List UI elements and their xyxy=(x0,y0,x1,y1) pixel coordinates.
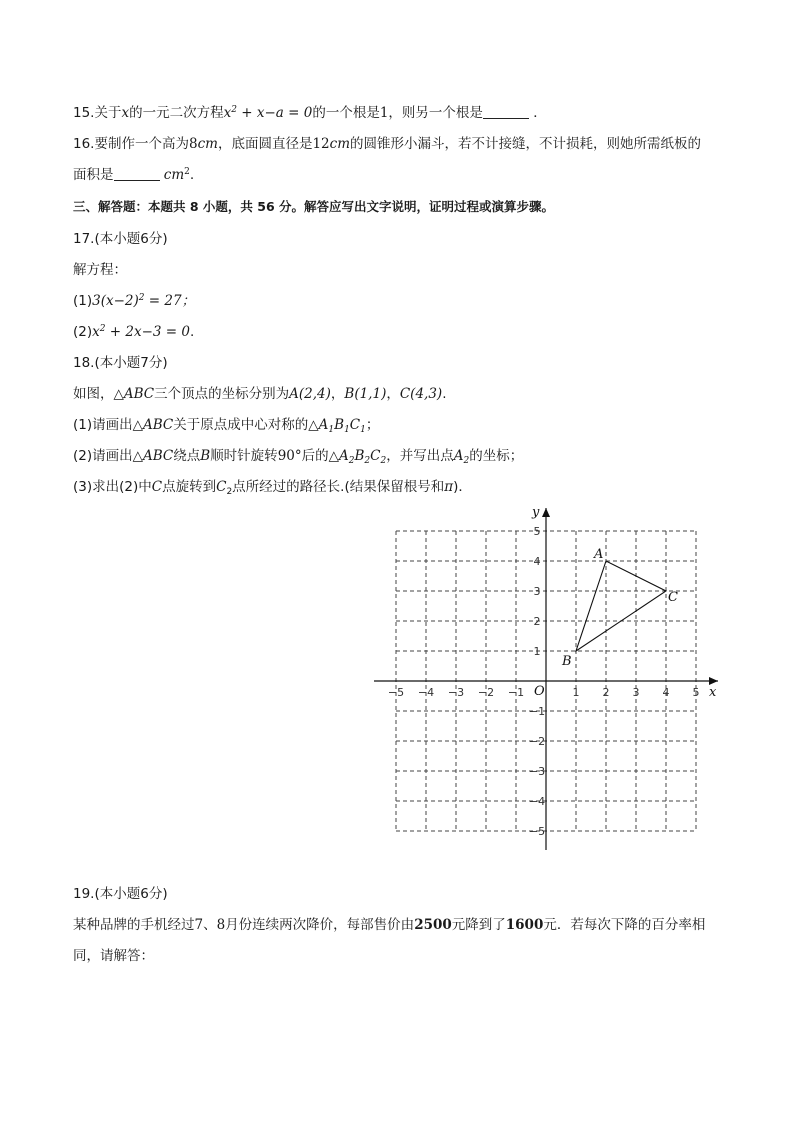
x-tick-label: 5 xyxy=(692,686,700,699)
x-tick-label: 4 xyxy=(662,686,670,699)
x-tick-label: 2 xyxy=(602,686,610,699)
y-tick-label: −2 xyxy=(528,735,546,748)
x-tick-label: −2 xyxy=(477,686,495,699)
origin-label: O xyxy=(534,684,545,699)
y-tick-label: −1 xyxy=(528,705,546,718)
x-tick-label: 1 xyxy=(572,686,580,699)
y-tick-label: 5 xyxy=(533,525,541,538)
y-tick-label: 2 xyxy=(533,615,541,628)
y-tick-label: 1 xyxy=(533,645,541,658)
question-18-part3: (3)求出(2)中C点旋转到$C_2$点所经过的路径长.(结果保留根号和π)． xyxy=(73,479,472,497)
y-tick-label: −4 xyxy=(528,795,546,808)
vertex-label-c: C xyxy=(668,590,678,605)
q16-answer-blank[interactable] xyxy=(114,167,160,181)
x-axis-arrow xyxy=(709,677,718,685)
coordinate-grid-figure xyxy=(368,500,728,855)
q15-answer-blank[interactable] xyxy=(483,105,529,119)
axis-labels xyxy=(531,505,717,700)
question-17-header: 17.(本小题6分) xyxy=(73,231,168,247)
x-tick-label: −4 xyxy=(417,686,435,699)
q15-number: 15. xyxy=(73,105,95,121)
x-tick-label: −1 xyxy=(507,686,525,699)
question-16-line2: 面积是 $cm^2$. xyxy=(73,167,195,183)
y-tick-label: 3 xyxy=(533,585,541,598)
triangle-edges xyxy=(576,561,666,651)
vertex-label-b: B xyxy=(562,654,572,669)
x-tick-label: 3 xyxy=(632,686,640,699)
question-19-body-line2: 同，请解答： xyxy=(73,948,154,964)
y-tick-label: 4 xyxy=(533,555,541,568)
question-15: 15.关于x的一元二次方程$x^2 + x-a = 0$的一个根是1，则另一个根是 ． xyxy=(73,105,547,121)
question-17-intro: 解方程： xyxy=(73,262,127,278)
q16-number: 16. xyxy=(73,136,95,152)
y-axis-arrow xyxy=(542,508,550,517)
x-tick-label: −5 xyxy=(387,686,405,699)
x-axis-label: x xyxy=(709,685,717,700)
x-tick-label: −3 xyxy=(447,686,465,699)
y-tick-label: −3 xyxy=(528,765,546,778)
question-17-part2: $(2)x^2 + 2x-3 = 0$. xyxy=(73,324,195,340)
y-tick-label: −5 xyxy=(528,825,546,838)
vertex-label-a: A xyxy=(594,547,604,562)
question-18-part1: (1)请画出△ABC关于原点成中心对称的$\triangle A_1B_1C_1$； xyxy=(73,417,380,435)
question-18-header: 18.(本小题7分) xyxy=(73,355,168,371)
q15-equation: $x^2 + x-a = 0$ xyxy=(223,105,313,121)
question-19-header: 19.(本小题6分) xyxy=(73,886,168,902)
question-18-part2: (2)请画出△ABC绕点B顺时针旋转90°后的$\triangle A_2B_2C_2$，并写出点$A_2$的坐标； xyxy=(73,448,524,466)
question-17-part1: $(1)3(x-2)^2 = 27$； xyxy=(73,293,196,309)
section-3-heading: 三、解答题：本题共 8 小题，共 56 分。解答应写出文字说明，证明过程或演算步骤。 xyxy=(73,199,555,214)
question-19-body: 某种品牌的手机经过7、8月份连续两次降价，每部售价由2500元降到了1600元．若每次下降的百分率相 xyxy=(73,917,706,933)
question-18-intro: 如图，△ABC三个顶点的坐标分别为A(2,4)，B(1,1)，C(4,3). xyxy=(73,386,447,402)
question-16: 16.要制作一个高为8cm，底面圆直径是12cm的圆锥形小漏斗，若不计接缝，不计损耗，则她所需纸板的 xyxy=(73,136,702,152)
y-axis-label: y xyxy=(532,505,540,520)
